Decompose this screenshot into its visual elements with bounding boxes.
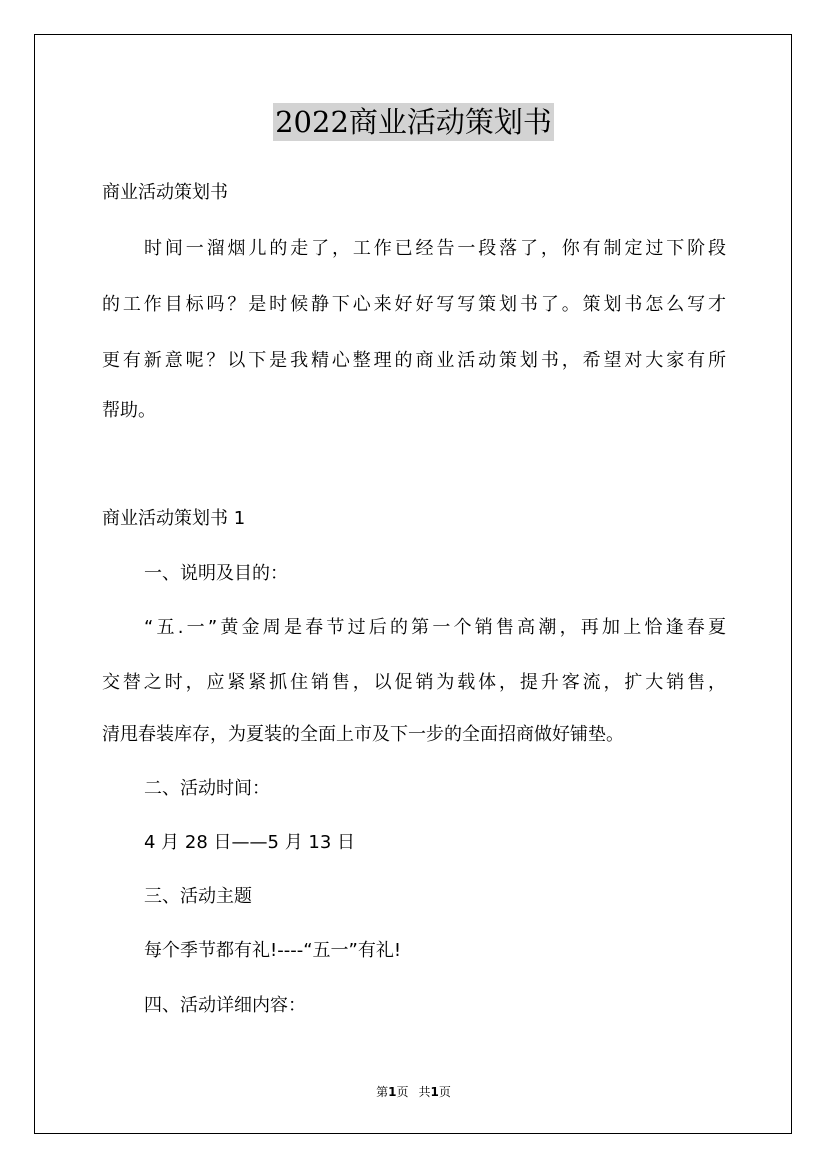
heading-details: 四、活动详细内容： <box>144 995 306 1016</box>
footer-page-suffix: 页 <box>396 1085 409 1099</box>
footer-total-pages: 1 <box>430 1085 439 1099</box>
intro-line-4: 帮助。 <box>102 400 156 421</box>
intro-line-1: 时间一溜烟儿的走了，工作已经告一段落了，你有制定过下阶段 <box>144 238 726 259</box>
intro-line-2: 的工作目标吗？是时候静下心来好好写写策划书了。策划书怎么写才 <box>102 294 726 315</box>
heading-theme: 三、活动主题 <box>144 886 252 907</box>
document-subtitle: 商业活动策划书 <box>102 182 228 203</box>
purpose-line-3: 清甩春装库存，为夏装的全面上市及下一步的全面招商做好铺垫。 <box>102 724 624 745</box>
title-container <box>0 103 827 141</box>
intro-line-3: 更有新意呢？以下是我精心整理的商业活动策划书，希望对大家有所 <box>102 350 726 371</box>
page-footer <box>0 1085 827 1099</box>
footer-page-number: 1 <box>388 1085 397 1099</box>
heading-purpose: 一、说明及目的： <box>144 563 288 584</box>
purpose-line-2: 交替之时，应紧紧抓住销售，以促销为载体，提升客流，扩大销售， <box>102 672 726 693</box>
footer-page-prefix: 第 <box>376 1085 389 1099</box>
footer-total-prefix: 共 <box>418 1085 431 1099</box>
theme-text: 每个季节都有礼!----“五一”有礼! <box>144 940 402 961</box>
section-heading: 商业活动策划书 1 <box>102 508 246 529</box>
heading-time: 二、活动时间： <box>144 778 270 799</box>
date-range: 4 月 28 日——5 月 13 日 <box>144 832 356 853</box>
document-title: 2022商业活动策划书 <box>275 105 552 139</box>
footer-total-suffix: 页 <box>438 1085 451 1099</box>
purpose-line-1: “五.一”黄金周是春节过后的第一个销售高潮，再加上恰逢春夏 <box>144 617 726 638</box>
